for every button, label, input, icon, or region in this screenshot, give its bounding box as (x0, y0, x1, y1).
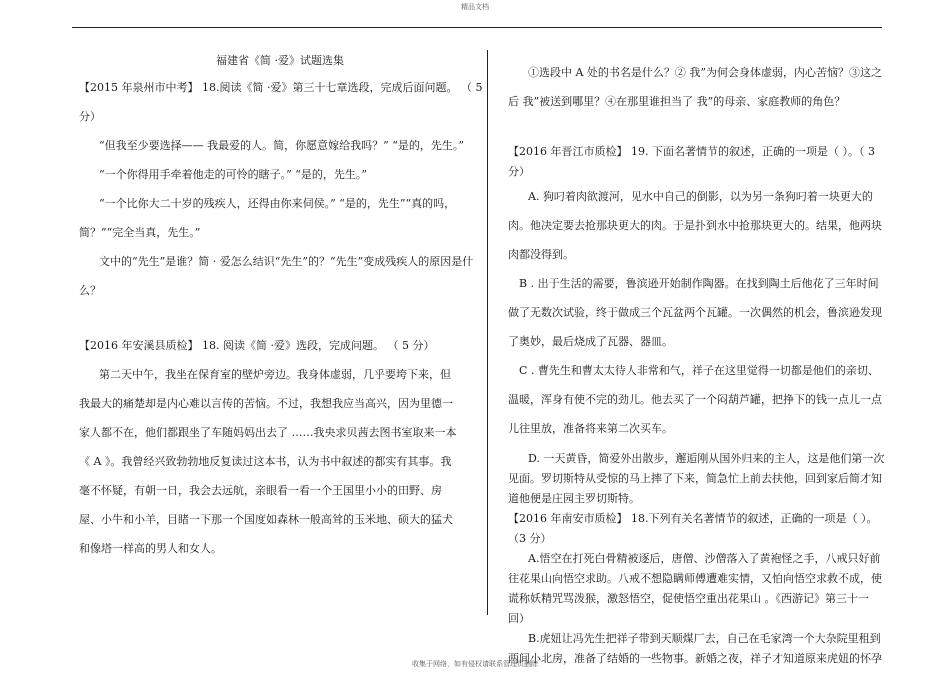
spacer (508, 116, 888, 142)
column-divider (487, 50, 488, 615)
passage-line: “但我至少要选择—— 我最爱的人。简，你愿意嫁给我吗？” “是的，先生。” (99, 139, 464, 152)
option-b: B . 出于生活的需要，鲁滨逊开始制作陶器。在找到陶土后他花了三年时间 (519, 277, 879, 290)
header-divider (72, 27, 882, 28)
option-a-cont: 往花果山向悟空求助。八戒不想隐瞒师傅遭难实情，又怕向悟空求救不成，使 (508, 572, 882, 585)
option-b-cont: 两间小北房，准备了结婚的一些物事。新婚之夜，祥子才知道原来虎妞的怀孕 (508, 652, 882, 665)
option-b-cont: 做了无数次试验，终于做成三个瓦盆两个瓦罐。一次偶然的机会，鲁滨逊发现 (508, 306, 882, 319)
passage-line: 屋、小牛和小羊，目睹一下那一个国度如森林一般高耸的玉米地、硕大的猛犬 (79, 513, 453, 526)
option-b: B.虎妞让冯先生把祥子带到天顺煤厂去，自己在毛家湾一个大杂院里租到 (528, 632, 881, 645)
passage-line: 第二天中午，我坐在保育室的壁炉旁边。我身体虚弱，几乎要垮下来，但 (99, 368, 451, 381)
passage-line: 家人都不在，他们都跟坐了车随妈妈出去了 ……我央求贝茜去图书室取来一本 (79, 426, 457, 439)
option-a: A. 狗叼着肉欲渡河，见水中自己的倒影，以为另一条狗叼着一块更大的 (528, 190, 873, 203)
sub-questions-cont: 后 我”被送到哪里？④在那里谁担当了 我”的母亲、家庭教师的角色？ (508, 95, 846, 108)
option-a: A.悟空在打死白骨精被逐后，唐僧、沙僧落入了黄袍怪之手，八戒只好前 (528, 552, 881, 565)
passage-line: 我最大的痛楚却是内心难以言传的苦恼。不过，我想我应当高兴，因为里德一 (79, 397, 453, 410)
question-18c-stem-cont: （3 分） (508, 532, 552, 545)
document-title: 福建省《简 ·爱》试题选集 (216, 54, 344, 67)
option-a-cont: 谎称妖精咒骂泼猴，激怒悟空，促使悟空重出花果山 。《西游记》第三十一 (508, 592, 869, 605)
option-c-cont: 儿往里放，准备将来第二次买车。 (508, 422, 673, 435)
passage-line: “一个你得用手牵着他走的可怜的瞎子。” “是的，先生。” (99, 168, 367, 181)
left-column (79, 48, 481, 563)
option-b-cont: 了奥妙，最后烧成了瓦器、器皿。 (508, 335, 673, 348)
sub-questions: ①选段中 A 处的书名是什么？② 我”为何会身体虚弱，内心苦恼？③这之 (528, 66, 883, 79)
option-a-cont: 肉。他决定要去抢那块更大的肉。于是扑到水中抢那块更大的。结果，他两块 (508, 219, 882, 232)
question-18c-stem: 【2016 年南安市质检】 18.下列有关名著情节的叙述，正确的一项是（ ）。 (508, 512, 878, 525)
option-a-cont: 肉都没得到。 (508, 248, 574, 261)
passage-line: “一个比你大二十岁的残疾人，还得由你来伺侯。” “是的，先生”“真的吗， (99, 197, 456, 210)
option-c: C . 曹先生和曹太太待人非常和气，祥子在这里觉得一切都是他们的亲切、 (519, 364, 879, 377)
page-footer: 收集于网络，如有侵权请联系管理员删除 (412, 660, 538, 668)
option-d-cont: 见面。罗切斯特从受惊的马上摔了下来，简急忙上前去扶他，回到家后简才知 (508, 472, 882, 485)
option-d: D. 一天黄昏，简爱外出散步，邂逅刚从国外归来的主人，这是他们第一次 (528, 452, 885, 465)
passage-line: 简？”“完全当真，先生。” (79, 226, 201, 239)
question-18b-stem: 【2016 年安溪县质检】 18. 阅读《简 ·爱》选段，完成问题。 （ 5 分） (79, 339, 435, 352)
spacer (79, 305, 481, 331)
question-18-stem-cont: 分） (79, 110, 101, 123)
option-a-cont: 回） (508, 612, 530, 625)
question-19-stem: 【2016 年晋江市质检】 19. 下面名著情节的叙述，正确的一项是（ ）。（ 3 (508, 145, 875, 158)
question-18-stem: 【2015 年泉州市中考】 18.阅读《简 ·爱》第三十七章选段，完成后面问题。 （ 5 (79, 81, 483, 94)
page-header: 精品文档 (461, 3, 489, 11)
right-column (508, 58, 888, 669)
passage-line: 毫不怀疑，有朝一日，我会去远航，亲眼看一看一个王国里小小的田野、房 (79, 484, 442, 497)
option-d-cont: 道他便是庄园主罗切斯特。 (508, 492, 640, 505)
passage-line: 和像塔一样高的男人和女人。 (79, 542, 222, 555)
passage-line: 《 A 》。我曾经兴致勃勃地反复读过这本书，认为书中叙述的都实有其事。我 (79, 455, 452, 468)
question-prompt-cont: 么？ (79, 284, 101, 297)
option-c-cont: 温暖，浑身有使不完的劲儿。他去买了一个闷葫芦罐，把挣下的钱一点儿一点 (508, 393, 882, 406)
question-19-stem-cont: 分） (508, 165, 530, 178)
question-prompt: 文中的“先生”是谁？简 · 爱怎么结识“先生”的？“先生”变成残疾人的原因是什 (99, 255, 474, 268)
